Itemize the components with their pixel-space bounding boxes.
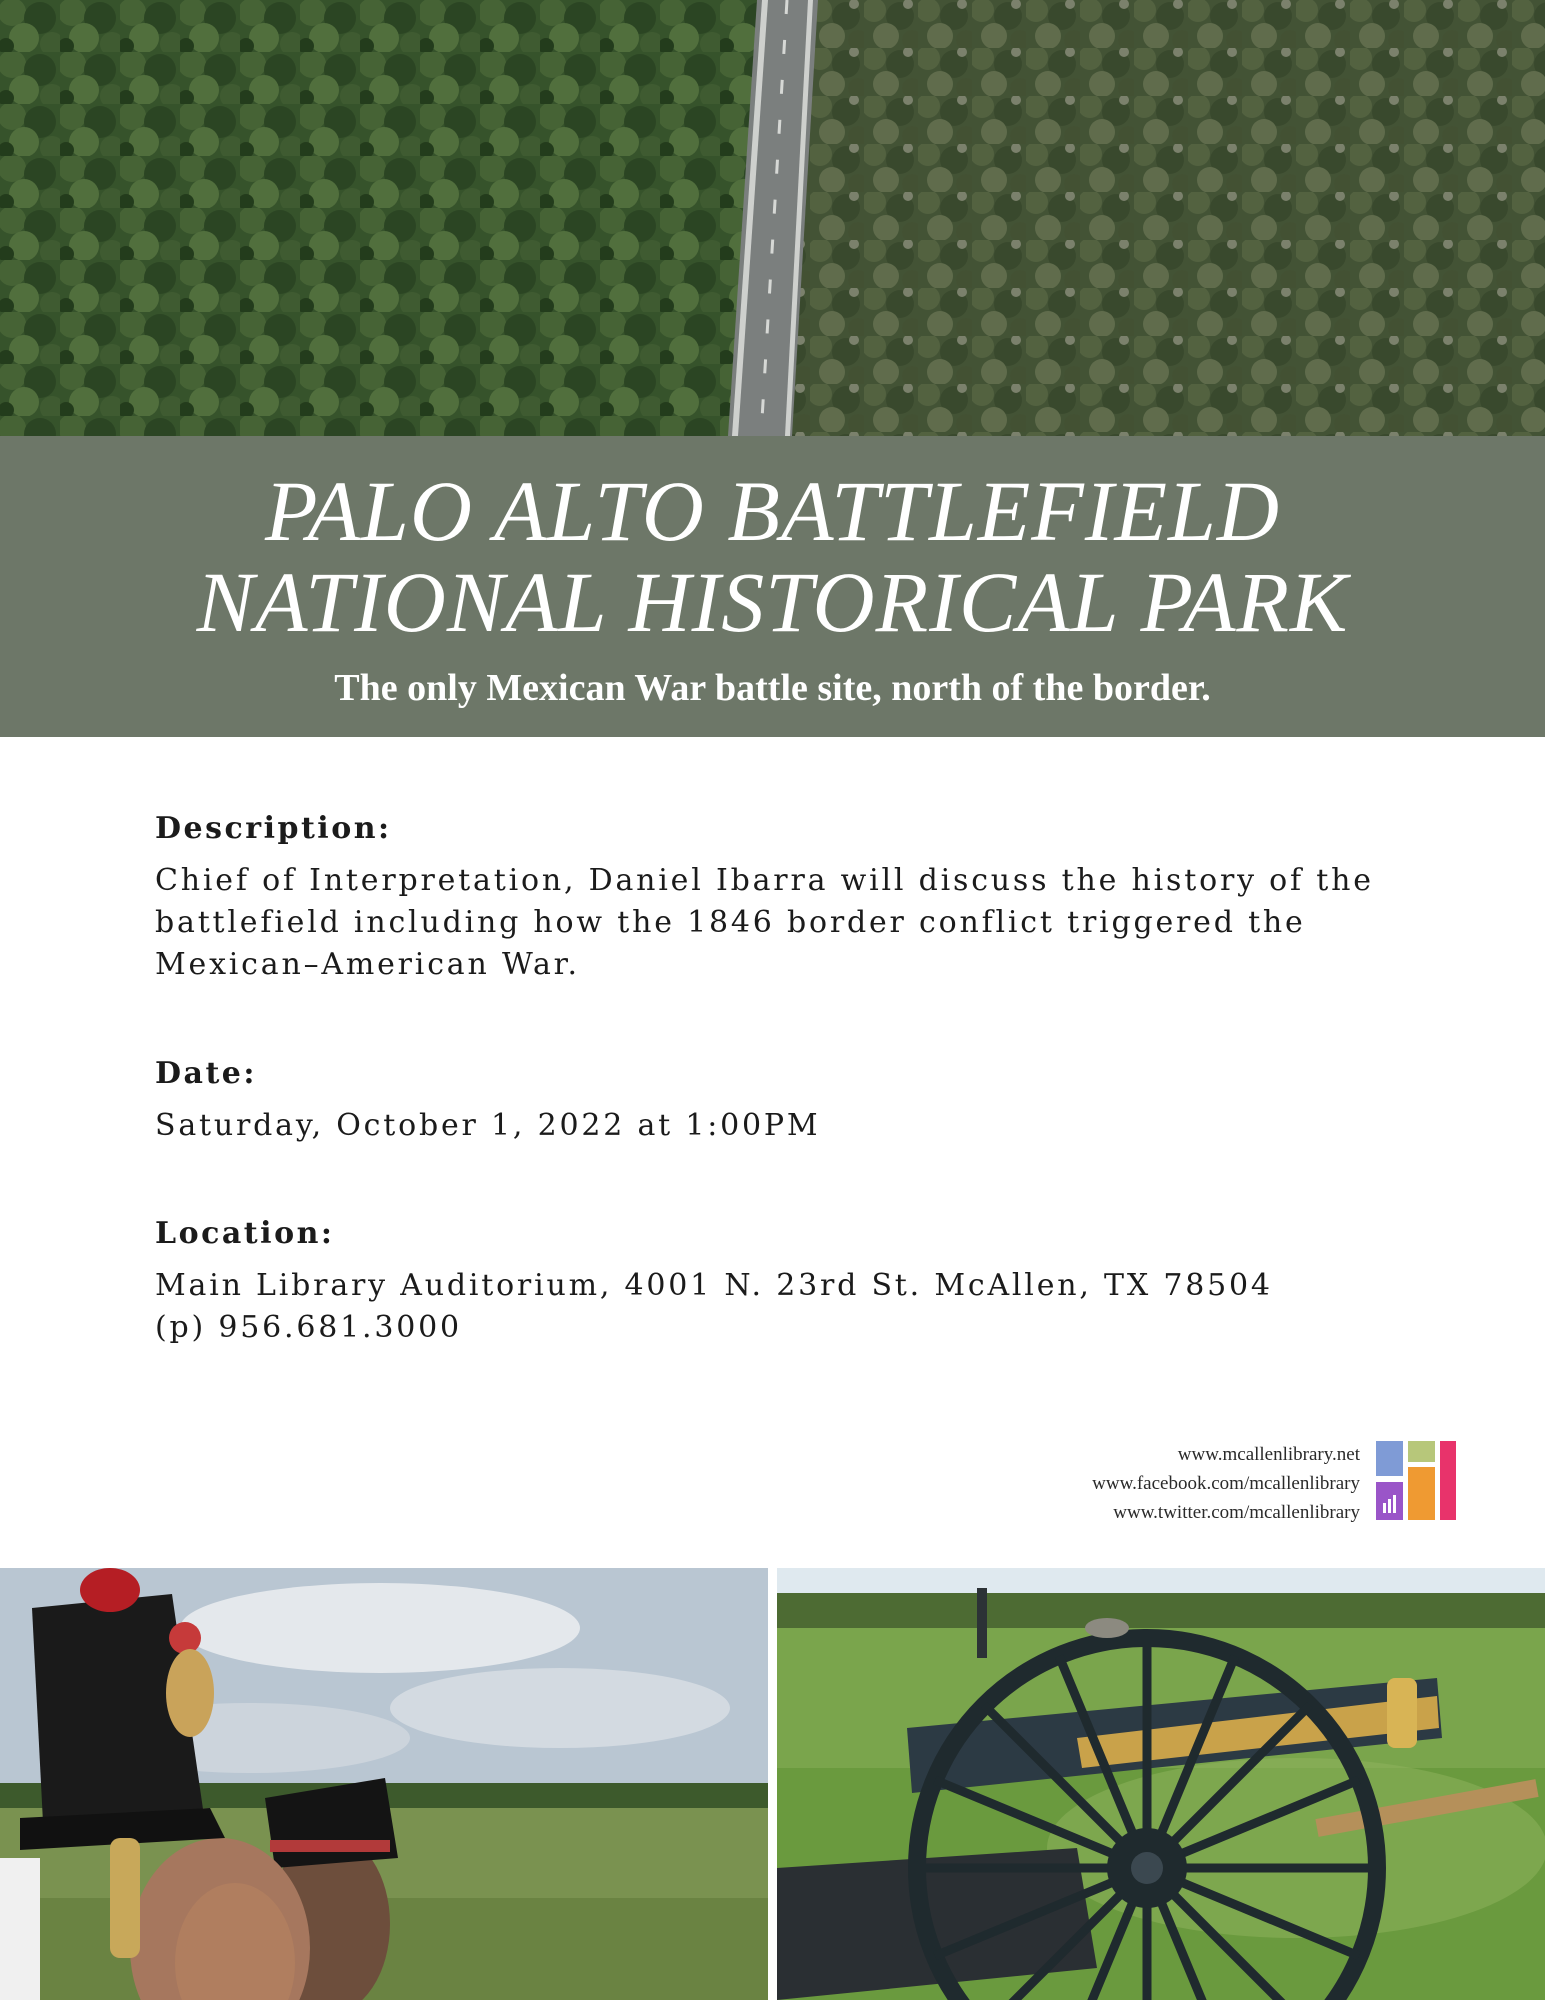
date-text: Saturday, October 1, 2022 at 1:00PM	[155, 1108, 821, 1143]
page-subtitle: The only Mexican War battle site, north of the border.	[334, 667, 1211, 709]
location-phone: (p) 956.681.3000	[155, 1310, 462, 1345]
cannon-photo	[777, 1568, 1545, 2000]
title-band	[0, 436, 1545, 737]
soldiers-reenactors-photo	[0, 1568, 768, 2000]
description-label: Description:	[155, 811, 392, 846]
location-label: Location:	[155, 1216, 335, 1251]
location-section	[155, 1215, 1405, 1349]
twitter-link[interactable]: www.twitter.com/mcallenlibrary	[1113, 1502, 1360, 1523]
facebook-link[interactable]: www.facebook.com/mcallenlibrary	[1092, 1473, 1360, 1494]
date-section	[155, 1055, 1405, 1147]
description-text: Chief of Interpretation, Daniel Ibarra will discuss the history of the battlefield including how the 1846 border conflict triggered the Mexican–American War.	[155, 863, 1374, 982]
website-link[interactable]: www.mcallenlibrary.net	[1177, 1444, 1360, 1465]
location-address: Main Library Auditorium, 4001 N. 23rd St. McAllen, TX 78504	[155, 1268, 1273, 1303]
description-section	[155, 810, 1405, 986]
library-logo-icon	[1376, 1441, 1460, 1525]
title-line-1: PALO ALTO BATTLEFIELD	[265, 463, 1280, 559]
date-label: Date:	[155, 1056, 257, 1091]
contact-links	[1092, 1440, 1360, 1527]
title-line-2: NATIONAL HISTORICAL PARK	[196, 554, 1349, 650]
hero-aerial-forest-photo	[0, 0, 1545, 436]
page-title	[0, 463, 1545, 650]
